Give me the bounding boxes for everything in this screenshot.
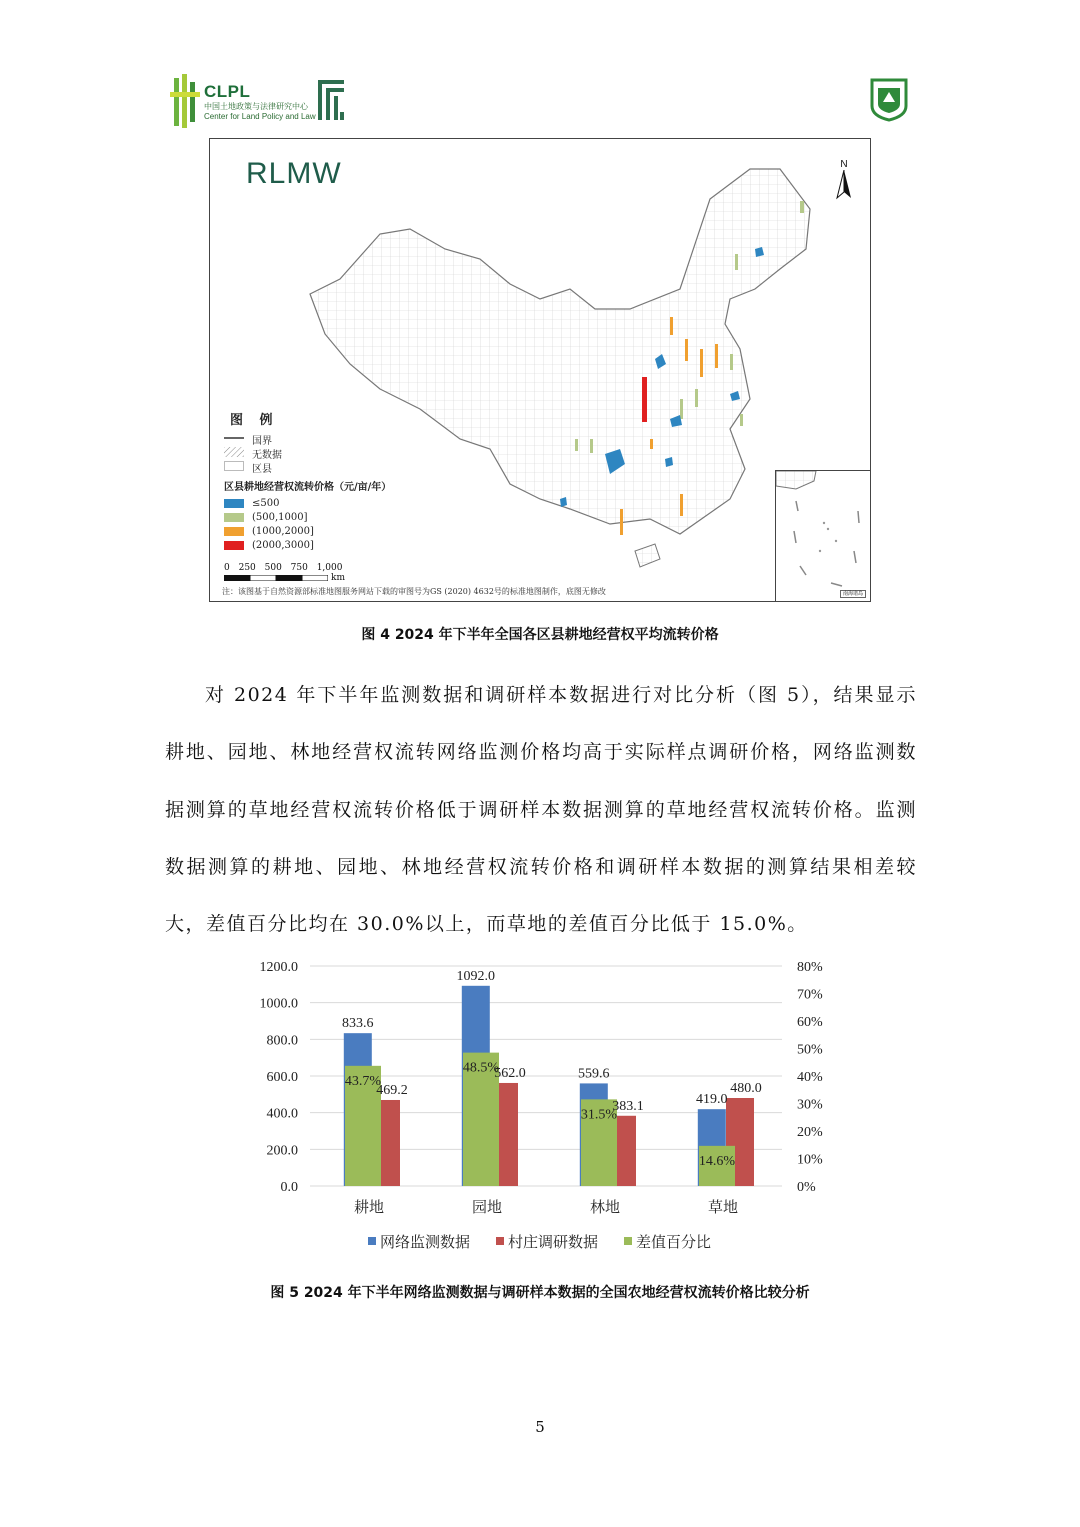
legend-swatch xyxy=(624,1237,632,1245)
y2-tick-label: 20% xyxy=(797,1125,823,1140)
legend-item: 区县 xyxy=(224,460,391,474)
legend-item: ≤500 xyxy=(224,496,391,510)
legend-item: (500,1000] xyxy=(224,510,391,524)
price-legend-title: 区县耕地经营权流转价格（元/亩/年） xyxy=(224,482,392,493)
x-tick-label: 林地 xyxy=(589,1200,621,1216)
y2-tick-label: 80% xyxy=(797,960,823,975)
org-short-name: CLPL xyxy=(204,82,251,101)
data-label: 14.6% xyxy=(698,1153,736,1169)
border-line-icon xyxy=(224,434,244,445)
y-tick-label: 0.0 xyxy=(280,1180,298,1195)
paragraph-text: 对 2024 年下半年监测数据和调研样本数据进行对比分析（图 5），结果显示耕地、园地、林地经营权流转网络监测价格均高于实际样点调研价格，网络监测数据测算的草地经营权流转价格低于调研样本数据测算的草地经营权流转价格。监测数据测算的耕地、园地、林地经营权流转价格和调研样本数据的测算结果相差较大，差值百分比均在 30.0%以上，而草地的差值百分比低于 15.0%。 xyxy=(165,684,917,936)
south-china-sea-inset xyxy=(775,470,870,601)
y2-tick-label: 40% xyxy=(797,1070,823,1085)
legend-item: (2000,3000] xyxy=(224,538,391,552)
data-label: 469.2 xyxy=(376,1082,408,1098)
north-arrow-icon xyxy=(836,170,852,200)
y2-tick-label: 70% xyxy=(797,987,823,1003)
y-tick-label: 1000.0 xyxy=(259,996,298,1012)
legend-item: (1000,2000] xyxy=(224,524,391,538)
legend-item: 国界 xyxy=(224,432,391,446)
page-header xyxy=(0,0,1080,140)
inset-label: 南海诸岛 xyxy=(840,590,866,598)
x-tick-label: 园地 xyxy=(471,1200,503,1216)
legend-label: 村庄调研数据 xyxy=(508,1235,599,1251)
color-swatch-icon xyxy=(224,541,244,550)
org-english-name: Center for Land Policy and Law xyxy=(204,112,316,121)
figure-4-caption: 图 4 2024 年下半年全国各区县耕地经营权平均流转价格 xyxy=(361,627,719,643)
north-arrow: N xyxy=(836,159,852,203)
y2-tick-label: 0% xyxy=(797,1180,816,1195)
legend-label: 网络监测数据 xyxy=(380,1235,471,1251)
university-seal-icon xyxy=(866,76,912,122)
data-label: 48.5% xyxy=(462,1060,500,1076)
map-note: 注：该图基于自然资源部标准地图服务网站下载的审图号为GS (2020) 4632号的标准地图制作，底图无修改 xyxy=(222,587,606,596)
figure-5-caption: 图 5 2024 年下半年网络监测数据与调研样本数据的全国农地经营权流转价格比较分析 xyxy=(270,1285,810,1301)
legend-title: 图 例 xyxy=(230,413,279,428)
x-tick-label: 草地 xyxy=(707,1200,739,1216)
org-chinese-name: 中国土地政策与法律研究中心 xyxy=(204,102,308,111)
y-tick-label: 600.0 xyxy=(266,1070,298,1085)
hatch-swatch-icon xyxy=(224,447,244,460)
data-label: 419.0 xyxy=(696,1092,728,1108)
inset-map xyxy=(776,471,870,601)
data-label: 383.1 xyxy=(612,1098,644,1114)
price-comparison-chart xyxy=(240,950,840,1270)
body-paragraph xyxy=(165,667,917,953)
map-legend xyxy=(224,409,391,552)
y-tick-label: 400.0 xyxy=(266,1106,298,1122)
color-swatch-icon xyxy=(224,499,244,508)
scale-bar-icon xyxy=(224,575,328,581)
legend-swatch xyxy=(496,1237,504,1245)
y2-tick-label: 50% xyxy=(797,1042,823,1058)
y-tick-label: 200.0 xyxy=(266,1143,298,1159)
legend-label: 差值百分比 xyxy=(636,1235,712,1251)
y2-tick-label: 30% xyxy=(797,1097,823,1113)
data-label: 480.0 xyxy=(730,1081,762,1096)
data-label: 31.5% xyxy=(580,1107,618,1123)
data-label: 562.0 xyxy=(494,1065,526,1081)
legend-swatch xyxy=(368,1237,376,1245)
county-swatch-icon xyxy=(224,461,244,474)
color-swatch-icon xyxy=(224,527,244,536)
data-label: 43.7% xyxy=(344,1073,382,1089)
bar-chart xyxy=(240,950,840,1270)
scale-bar: 0 250 500 750 1,000 km xyxy=(224,563,345,583)
x-tick-label: 耕地 xyxy=(353,1200,385,1216)
y2-tick-label: 60% xyxy=(797,1015,823,1030)
data-label: 1092.0 xyxy=(456,968,496,984)
map-figure xyxy=(209,138,871,602)
data-label: 833.6 xyxy=(342,1016,374,1032)
y-tick-label: 1200.0 xyxy=(259,960,298,975)
color-swatch-icon xyxy=(224,513,244,522)
y-tick-label: 800.0 xyxy=(266,1033,298,1049)
y2-tick-label: 10% xyxy=(797,1152,823,1168)
legend-item: 无数据 xyxy=(224,446,391,460)
map-brand: RLMW xyxy=(246,157,342,190)
page-number: 5 xyxy=(535,1418,545,1436)
data-label: 559.6 xyxy=(578,1066,610,1082)
